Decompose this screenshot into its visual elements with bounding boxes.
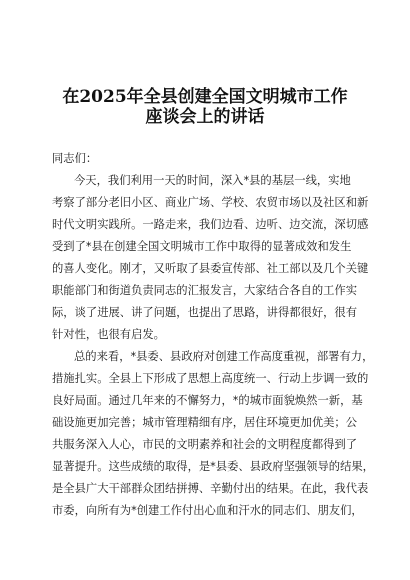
paragraph-2-line-1: 总的来看，*县委、县政府对创建工作高度重视，部署有力， <box>74 350 374 363</box>
document-body <box>52 150 374 570</box>
paragraph-2-line-2: 措施扎实。全县上下形成了思想上高度统一、行动上步调一致的 <box>52 372 369 385</box>
paragraph-1-line-3: 时代文明实践所。一路走来，我们边看、边听、边交流，深切感 <box>52 218 369 231</box>
paragraph-1-line-4: 受到了*县在创建全国文明城市工作中取得的显著成效和发生 <box>52 240 352 253</box>
paragraph-2-line-6: 显著提升。这些成绩的取得，是*县委、县政府坚强领导的结果， <box>52 460 374 473</box>
paragraph-1-line-5: 的喜人变化。刚才，又听取了县委宣传部、社工部以及几个关键 <box>52 262 369 275</box>
paragraph-2-line-8: 市委，向所有为*创建工作付出心血和汗水的同志们、朋友们， <box>52 504 363 517</box>
paragraph-2-line-7: 是全县广大干部群众团结拼搏、辛勤付出的结果。在此，我代表 <box>52 482 369 495</box>
document-title-line-1: 在2025年全县创建全国文明城市工作 <box>62 87 348 107</box>
salutation: 同志们： <box>52 152 98 165</box>
paragraph-1-line-1: 今天，我们利用一天的时间，深入*县的基层一线，实地 <box>74 174 351 187</box>
paragraph-2-line-5: 共服务深入人心，市民的文明素养和社会的文明程度都得到了 <box>52 438 358 451</box>
paragraph-1-line-7: 际，谈了进展、讲了问题，也提出了思路，讲得都很好，很有 <box>52 306 358 319</box>
paragraph-1-line-2: 考察了部分老旧小区、商业广场、学校、农贸市场以及社区和新 <box>52 196 369 209</box>
paragraph-2-line-3: 良好局面。通过几年来的不懈努力，*的城市面貌焕然一新，基 <box>52 394 363 407</box>
paragraph-1-line-8: 针对性，也很有启发。 <box>52 328 165 341</box>
paragraph-2-line-4: 础设施更加完善；城市管理精细有序，居住环境更加优美；公 <box>52 416 358 429</box>
document-title-line-2: 座谈会上的讲话 <box>145 107 265 127</box>
paragraph-1-line-6: 职能部门和街道负责同志的汇报发言，大家结合各自的工作实 <box>52 284 358 297</box>
